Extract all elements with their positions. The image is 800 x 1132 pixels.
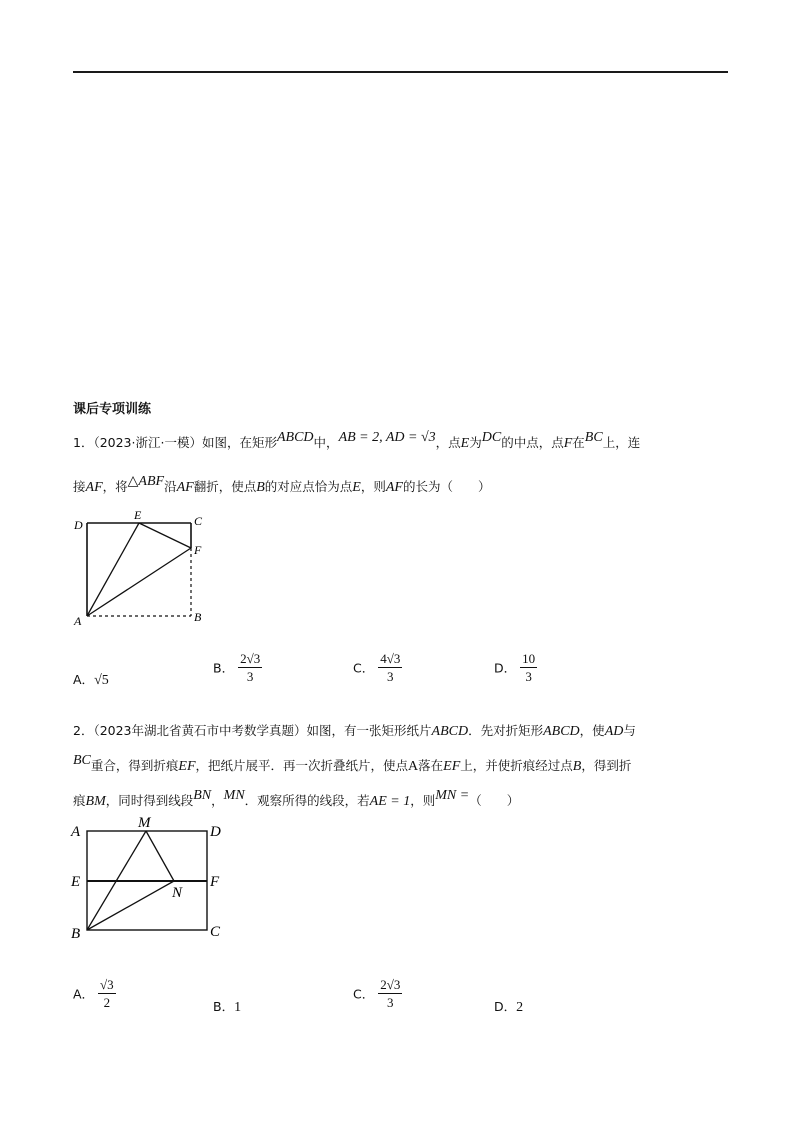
q2-label-M: M xyxy=(138,815,151,831)
q1-label-E: E xyxy=(134,508,142,522)
q1-label-A: A xyxy=(74,614,82,627)
q1-figure xyxy=(70,505,210,627)
q1-label-F: F xyxy=(194,543,202,557)
q1-line-1: 1．（2023·浙江·一模）如图，在矩形ABCD中，AB = 2, AD = √3，点E为DC的中点，点F在BC上，连 xyxy=(73,430,641,451)
header-rule xyxy=(73,71,728,73)
q2-label-E: E xyxy=(71,874,81,890)
q2-figure xyxy=(68,812,233,942)
q2-label-A: A xyxy=(71,824,81,840)
q1-option-b[interactable]: B． $\frac{2√3}{3}$ xyxy=(213,651,261,684)
q1-source: （2023·浙江·一模） xyxy=(93,435,202,450)
q1-number: 1． xyxy=(73,435,94,450)
q1-label-D: D xyxy=(74,518,83,532)
q2-option-d[interactable]: D．2 xyxy=(494,999,524,1015)
q2-label-B: B xyxy=(71,926,81,942)
section-title: 课后专项训练 xyxy=(73,402,152,417)
q1-option-a[interactable]: A．√5 xyxy=(73,672,109,688)
q2-option-b[interactable]: B．1 xyxy=(213,999,242,1015)
q2-option-a[interactable]: A． $\frac{√3}{2}$ xyxy=(73,977,114,1010)
q2-line-1: 2．（2023年湖北省黄石市中考数学真题）如图，有一张矩形纸片ABCD．先对折矩形ABCD，使AD与 xyxy=(73,723,636,739)
q1-line-2: 接AF，将△ABF沿AF翻折，使点B的对应点恰为点E，则AF的长为（ ） xyxy=(73,474,491,495)
q2-label-C: C xyxy=(210,924,221,940)
q1-condition: AB = 2, AD = √3 xyxy=(338,430,436,445)
q1-option-d[interactable]: D． $\frac{10}{3}$ xyxy=(494,651,536,684)
q2-line-3: 痕BM，同时得到线段BN，MN．观察所得的线段，若AE = 1，则MN =（ ） xyxy=(73,788,520,809)
q2-label-N: N xyxy=(172,885,183,901)
q1-option-c[interactable]: C． $\frac{4√3}{3}$ xyxy=(353,651,401,684)
q2-line-2: BC重合，得到折痕EF，把纸片展平．再一次折叠纸片，使点A落在EF上，并使折痕经过点B，得到折 xyxy=(73,753,632,774)
q1-label-C: C xyxy=(194,514,203,528)
q2-label-F: F xyxy=(210,874,220,890)
q1-label-B: B xyxy=(194,610,202,624)
q2-label-D: D xyxy=(210,824,221,840)
q2-number: 2． xyxy=(73,723,94,738)
q2-option-c[interactable]: C． $\frac{2√3}{3}$ xyxy=(353,977,401,1010)
q2-source: （2023年湖北省黄石市中考数学真题） xyxy=(93,723,307,738)
